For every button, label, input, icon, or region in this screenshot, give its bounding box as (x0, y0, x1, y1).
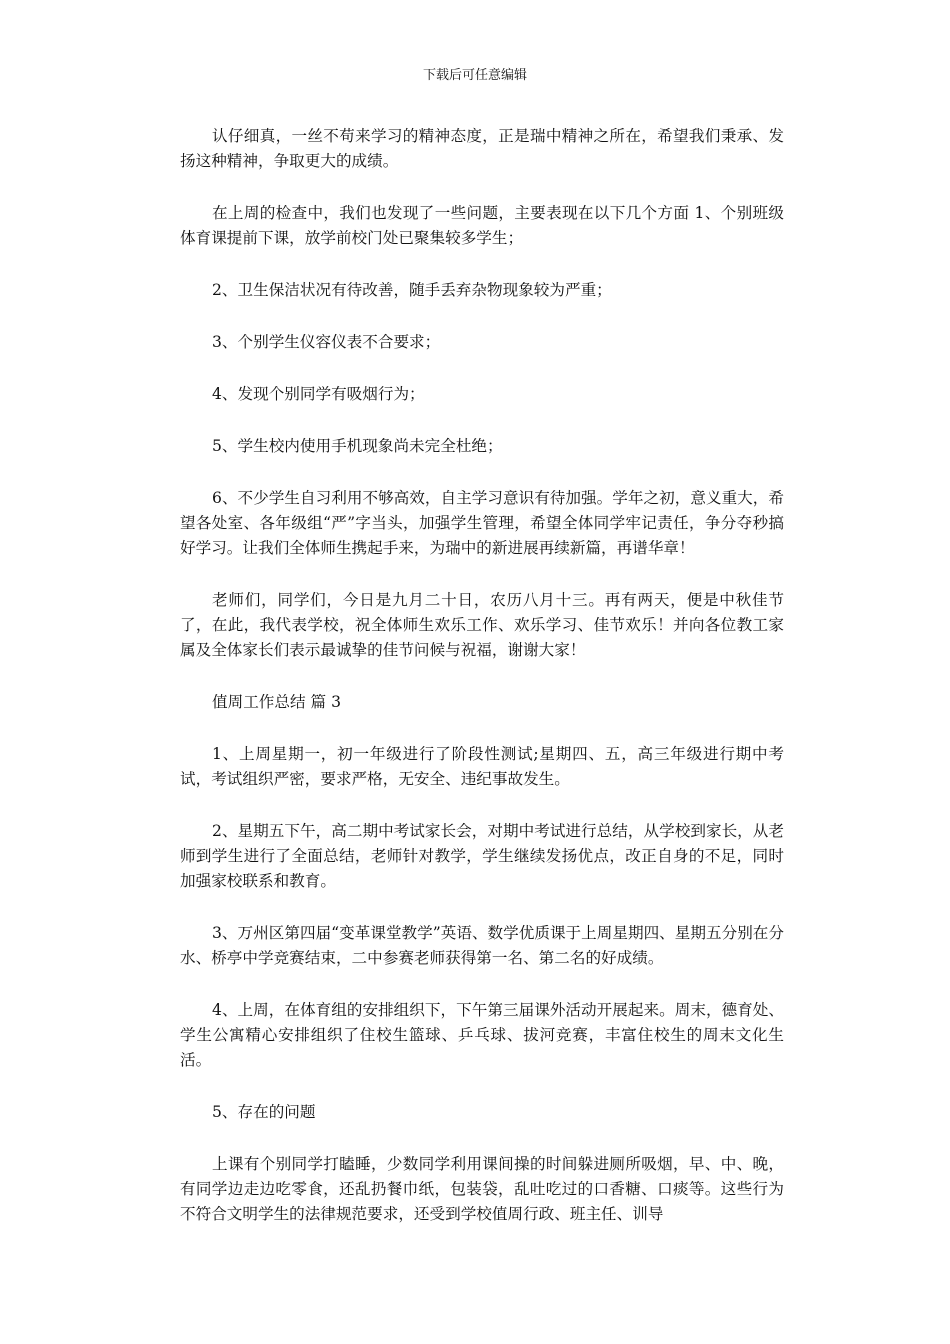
paragraph: 6、不少学生自习利用不够高效，自主学习意识有待加强。学年之初，意义重大，希望各处室、各年级组“严”字当头，加强学生管理，希望全体同学牢记责任，争分夺秒搞好学习。让我们全体师生携起手来，为瑞中的新进展再续新篇，再谱华章！ (180, 489, 784, 557)
section-heading: 值周工作总结 篇 3 (212, 693, 341, 711)
paragraph: 5、学生校内使用手机现象尚未完全杜绝； (212, 437, 503, 455)
paragraph: 2、卫生保洁状况有待改善，随手丢弃杂物现象较为严重； (212, 281, 612, 299)
page-header: 下载后可任意编辑 (422, 68, 527, 83)
paragraph: 4、上周，在体育组的安排组织下，下午第三届课外活动开展起来。周末，德育处、学生公寓精心安排组织了住校生篮球、乒乓球、拔河竞赛，丰富住校生的周末文化生活。 (180, 1001, 784, 1069)
paragraph: 4、发现个别同学有吸烟行为； (212, 385, 425, 403)
paragraph: 3、个别学生仪容仪表不合要求； (212, 333, 441, 351)
paragraph: 2、星期五下午，高二期中考试家长会，对期中考试进行总结，从学校到家长，从老师到学生进行了全面总结，老师针对教学，学生继续发扬优点，改正自身的不足，同时加强家校联系和教育。 (180, 822, 784, 890)
paragraph: 在上周的检查中，我们也发现了一些问题，主要表现在以下几个方面 1、个别班级体育课提前下课，放学前校门处已聚集较多学生； (180, 204, 784, 247)
paragraph: 5、存在的问题 (212, 1103, 316, 1121)
paragraph: 1、上周星期一，初一年级进行了阶段性测试;星期四、五，高三年级进行期中考试，考试组织严密，要求严格，无安全、违纪事故发生。 (180, 745, 784, 788)
paragraph: 认仔细真，一丝不苟来学习的精神态度，正是瑞中精神之所在，希望我们秉承、发扬这种精神，争取更大的成绩。 (180, 127, 784, 170)
document-body (180, 124, 784, 1254)
paragraph: 3、万州区第四届“变革课堂教学”英语、数学优质课于上周星期四、星期五分别在分水、桥亭中学竞赛结束，二中参赛老师获得第一名、第二名的好成绩。 (180, 924, 784, 967)
paragraph: 上课有个别同学打瞌睡，少数同学利用课间操的时间躲进厕所吸烟，早、中、晚，有同学边走边吃零食，还乱扔餐巾纸，包装袋，乱吐吃过的口香糖、口痰等。这些行为不符合文明学生的法律规范要求，还受到学校值周行政、班主任、训导 (180, 1155, 784, 1223)
paragraph: 老师们，同学们，今日是九月二十日，农历八月十三。再有两天，便是中秋佳节了，在此，我代表学校，祝全体师生欢乐工作、欢乐学习、佳节欢乐！并向各位教工家属及全体家长们表示最诚挚的佳节问候与祝福，谢谢大家！ (180, 591, 784, 659)
